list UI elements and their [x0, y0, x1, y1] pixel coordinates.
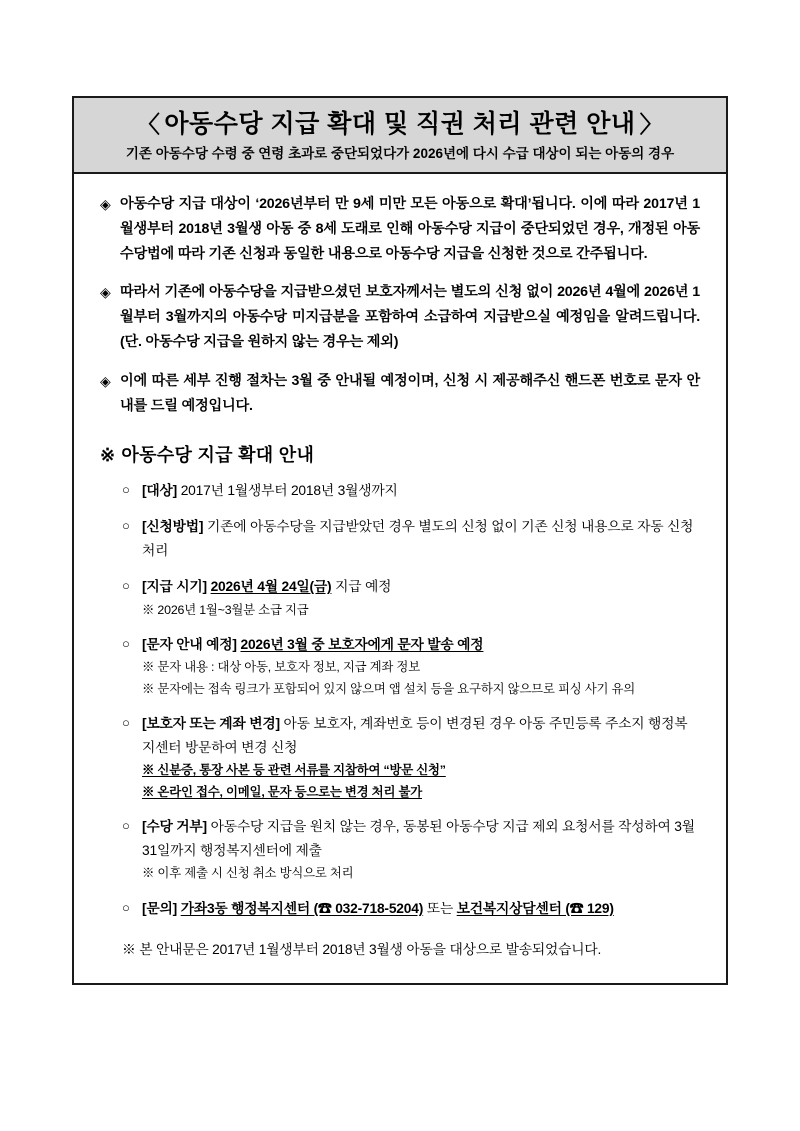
- list-item: [122, 575, 700, 620]
- list-item-line: [142, 897, 700, 920]
- item-text: 기존에 아동수당을 지급받았던 경우 별도의 신청 없이 기존 신청 내용으로 자동 신청 처리: [142, 519, 694, 558]
- asterisk-icon: ※: [100, 444, 116, 465]
- section-heading: [100, 441, 700, 467]
- bullet-text: 아동수당 지급 대상이 ‘2026년부터 만 9세 미만 모든 아동으로 확대’됩니다. 이에 따라 2017년 1월생부터 2018년 3월생 아동 중 8세 도래로 인해 아동수당 지급이 중단되었던 경우, 개정된 아동수당법에 따라 기존 신청과 동일한 내용으로 아동수당 지급을 신청한 것으로 간주됩니다.: [120, 195, 700, 262]
- page-subtitle: 기존 아동수당 수령 중 연령 초과로 중단되었다가 2026년에 다시 수급 대상이 되는 아동의 경우: [125, 145, 675, 161]
- item-label: [신청방법]: [142, 519, 204, 535]
- bullet-text: 따라서 기존에 아동수당을 지급받으셨던 보호자께서는 별도의 신청 없이 2026년 4월에 2026년 1월부터 3월까지의 아동수당 미지급분을 포함하여 소급하여 지급받으실 예정임을 알려드립니다. (단. 아동수당 지급을 원하지 않는 경우는 제외): [120, 284, 700, 351]
- list-item-body: [142, 712, 700, 802]
- contact-secondary: 보건복지상담센터 (☎ 129): [456, 900, 614, 916]
- notice-box: [72, 96, 728, 985]
- list-item-body: [142, 575, 700, 620]
- circle-bullet-icon: ○: [122, 818, 130, 834]
- item-label: [지급 시기]: [142, 579, 207, 595]
- item-note: ※ 이후 제출 시 신청 취소 방식으로 처리: [142, 866, 354, 881]
- list-item-line: [142, 479, 700, 502]
- item-label: [문의]: [142, 900, 178, 916]
- list-item: [122, 897, 700, 920]
- item-emphasis: 2026년 4월 24일(금): [210, 579, 332, 595]
- notice-header: [74, 98, 726, 174]
- list-item-line: [142, 712, 700, 759]
- circle-bullet-icon: ○: [122, 899, 130, 915]
- contact-joiner: 또는: [426, 900, 454, 916]
- item-text: 지급 예정: [335, 579, 392, 595]
- list-item-line: [142, 515, 700, 562]
- info-list: [100, 479, 700, 920]
- list-item: [122, 815, 700, 883]
- page-title: [84, 110, 716, 139]
- diamond-bullet-icon: ◈: [100, 284, 111, 301]
- diamond-bullet-icon: ◈: [100, 195, 111, 212]
- list-item: [100, 192, 700, 267]
- chevron-left-icon: 〈: [136, 111, 161, 137]
- item-emphasis: 2026년 3월 중 보호자에게 문자 발송 예정: [240, 636, 484, 652]
- item-text: 아동 보호자, 계좌번호 등이 변경된 경우 아동 주민등록 주소지 행정복지센터 방문하여 변경 신청: [142, 716, 688, 755]
- contact-primary: 가좌3동 행정복지센터 (☎ 032-718-5204): [180, 900, 424, 916]
- page-title-text: 아동수당 지급 확대 및 직권 처리 관련 안내: [164, 110, 636, 138]
- list-item-body: [142, 815, 700, 883]
- circle-bullet-icon: ○: [122, 635, 130, 651]
- list-item-body: [142, 897, 700, 920]
- section-heading-text: 아동수당 지급 확대 안내: [121, 444, 315, 465]
- list-item-body: [142, 479, 700, 502]
- item-label: [보호자 또는 계좌 변경]: [142, 716, 280, 732]
- list-item: [100, 369, 700, 419]
- list-item-body: [142, 633, 700, 699]
- list-item-line: [142, 815, 700, 862]
- circle-bullet-icon: ○: [122, 518, 130, 534]
- item-label: [수당 거부]: [142, 819, 207, 835]
- list-item: [122, 515, 700, 562]
- bullet-text: 이에 따른 세부 진행 절차는 3월 중 안내될 예정이며, 신청 시 제공해주신 핸드폰 번호로 문자 안내를 드릴 예정입니다.: [120, 373, 700, 414]
- chevron-right-icon: 〉: [639, 111, 664, 137]
- list-item: [122, 712, 700, 802]
- circle-bullet-icon: ○: [122, 578, 130, 594]
- footer-note: ※ 본 안내문은 2017년 1월생부터 2018년 3월생 아동을 대상으로 발송되었습니다.: [122, 942, 602, 958]
- list-item-line: [142, 633, 700, 656]
- item-note: ※ 2026년 1월~3월분 소급 지급: [142, 602, 309, 617]
- circle-bullet-icon: ○: [122, 481, 130, 497]
- item-note: ※ 문자에는 접속 링크가 포함되어 있지 않으며 앱 설치 등을 요구하지 않으므로 피싱 사기 유의: [142, 681, 636, 696]
- item-text: 아동수당 지급을 원치 않는 경우, 동봉된 아동수당 지급 제외 요청서를 작성하여 3월 31일까지 행정복지센터에 제출: [142, 819, 695, 858]
- item-note: ※ 신분증, 통장 사본 등 관련 서류를 지참하여 “방문 신청”: [142, 763, 446, 778]
- diamond-bullet-icon: ◈: [100, 373, 111, 389]
- item-text: 2017년 1월생부터 2018년 3월생까지: [180, 482, 398, 498]
- circle-bullet-icon: ○: [122, 715, 130, 731]
- item-label: [문자 안내 예정]: [142, 636, 237, 652]
- notice-body: [74, 174, 726, 984]
- item-note: ※ 문자 내용 : 대상 아동, 보호자 정보, 지급 계좌 정보: [142, 660, 420, 675]
- item-label: [대상]: [142, 482, 178, 498]
- list-item: [122, 479, 700, 502]
- list-item-body: [142, 515, 700, 562]
- list-item-line: [142, 575, 700, 598]
- list-item: [100, 280, 700, 355]
- list-item: [122, 633, 700, 699]
- item-note: ※ 온라인 접수, 이메일, 문자 등으로는 변경 처리 불가: [142, 784, 423, 799]
